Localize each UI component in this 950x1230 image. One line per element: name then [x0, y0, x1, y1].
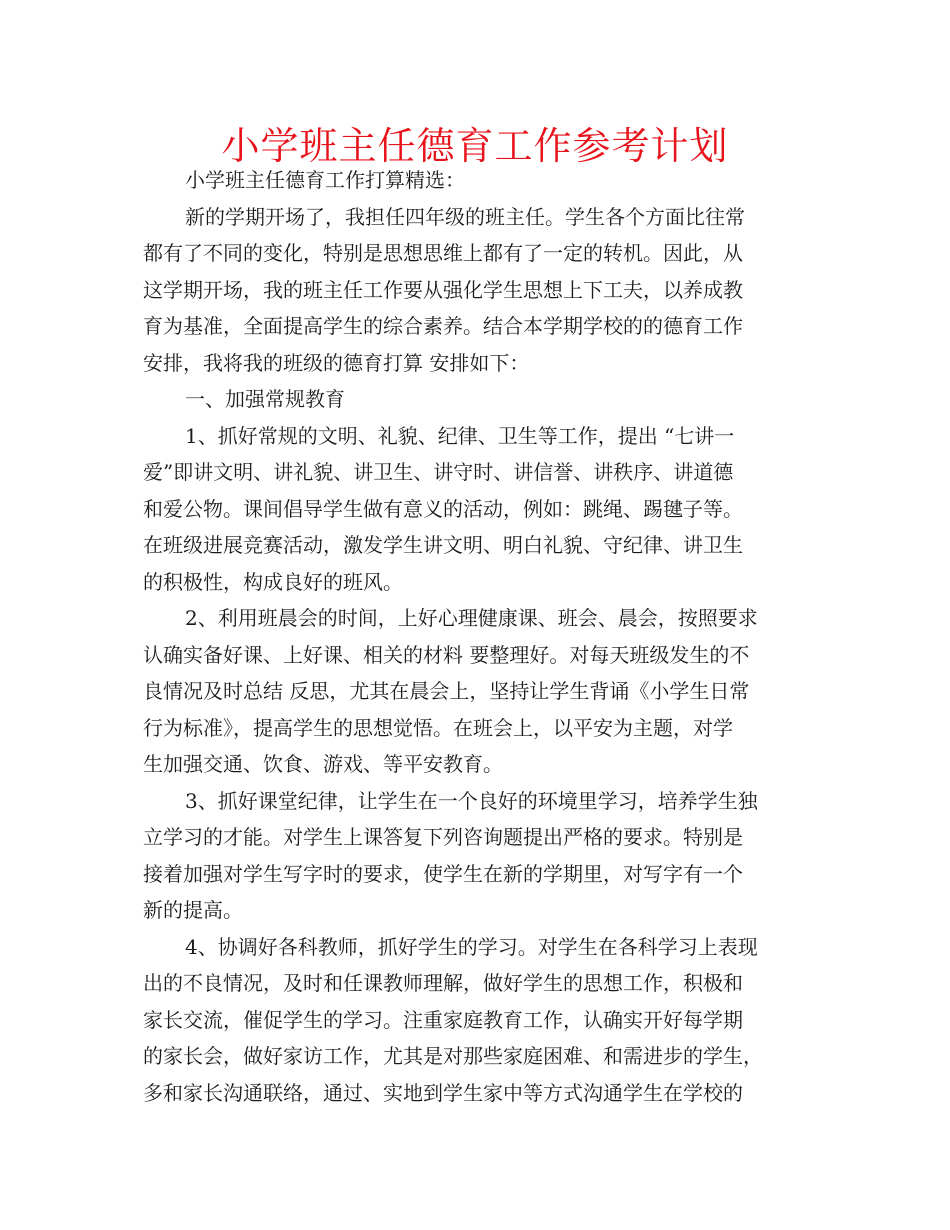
text-line: 都有了不同的变化，特别是思想思维上都有了一定的转机。因此，从 — [143, 241, 743, 265]
text-line: 在班级进展竞赛活动，激发学生讲文明、明白礼貌、守纪律、讲卫生 — [143, 533, 743, 557]
text-line: 良情况及时总结 反思，尤其在晨会上，坚持让学生背诵《小学生日常 — [143, 679, 750, 703]
text-line: 新的提高。 — [143, 898, 243, 922]
text-line: 育为基准，全面提高学生的综合素养。结合本学期学校的的德育工作 — [143, 314, 743, 338]
text-line: 4、协调好各科教师，抓好学生的学习。对学生在各科学习上表现 — [185, 934, 758, 959]
text-line: 出的不良情况，及时和任课教师理解，做好学生的思想工作，积极和 — [143, 971, 743, 995]
text-line: 行为标准》，提高学生的思想觉悟。在班会上，以平安为主题，对学 — [143, 715, 733, 740]
text-line: 小学班主任德育工作打算精选： — [185, 168, 465, 192]
text-line: 2、利用班晨会的时间，上好心理健康课、班会、晨会，按照要求 — [185, 606, 758, 630]
text-line: 和爱公物。课间倡导学生做有意义的活动，例如：跳绳、踢毽子等。 — [143, 496, 743, 521]
text-line: 认确实备好课、上好课、相关的材料 要整理好。对每天班级发生的不 — [143, 642, 750, 667]
text-line: 一、加强常规教育 — [185, 387, 345, 411]
document-body — [143, 162, 823, 1111]
text-line: 立学习的才能。对学生上课答复下列咨询题提出严格的要求。特别是 — [143, 825, 743, 849]
text-line: 接着加强对学生写字时的要求，使学生在新的学期里，对写字有一个 — [143, 861, 743, 886]
text-line: 这学期开场，我的班主任工作要从强化学生思想上下工夫，以养成教 — [143, 277, 743, 302]
document-title: 小学班主任德育工作参考计划 — [221, 124, 729, 168]
text-line: 安排，我将我的班级的德育打算 安排如下： — [143, 350, 530, 375]
text-line: 多和家长沟通联络，通过、实地到学生家中等方式沟通学生在学校的 — [143, 1080, 743, 1105]
text-line: 的家长会，做好家访工作，尤其是对那些家庭困难、和需进步的学生， — [143, 1044, 763, 1068]
text-line: 生加强交通、饮食、游戏、等平安教育。 — [143, 752, 503, 776]
text-line: 的积极性，构成良好的班风。 — [143, 569, 403, 594]
text-line: 新的学期开场了，我担任四年级的班主任。学生各个方面比往常 — [185, 204, 745, 229]
text-line: 3、抓好课堂纪律，让学生在一个良好的环境里学习，培养学生独 — [185, 788, 758, 813]
text-line: 家长交流，催促学生的学习。注重家庭教育工作，认确实开好每学期 — [143, 1007, 743, 1032]
text-line: 爱”即讲文明、讲礼貌、讲卫生、讲守时、讲信誉、讲秩序、讲道德 — [143, 460, 734, 484]
text-line: 1、抓好常规的文明、礼貌、纪律、卫生等工作，提出 “七讲一 — [185, 423, 735, 448]
